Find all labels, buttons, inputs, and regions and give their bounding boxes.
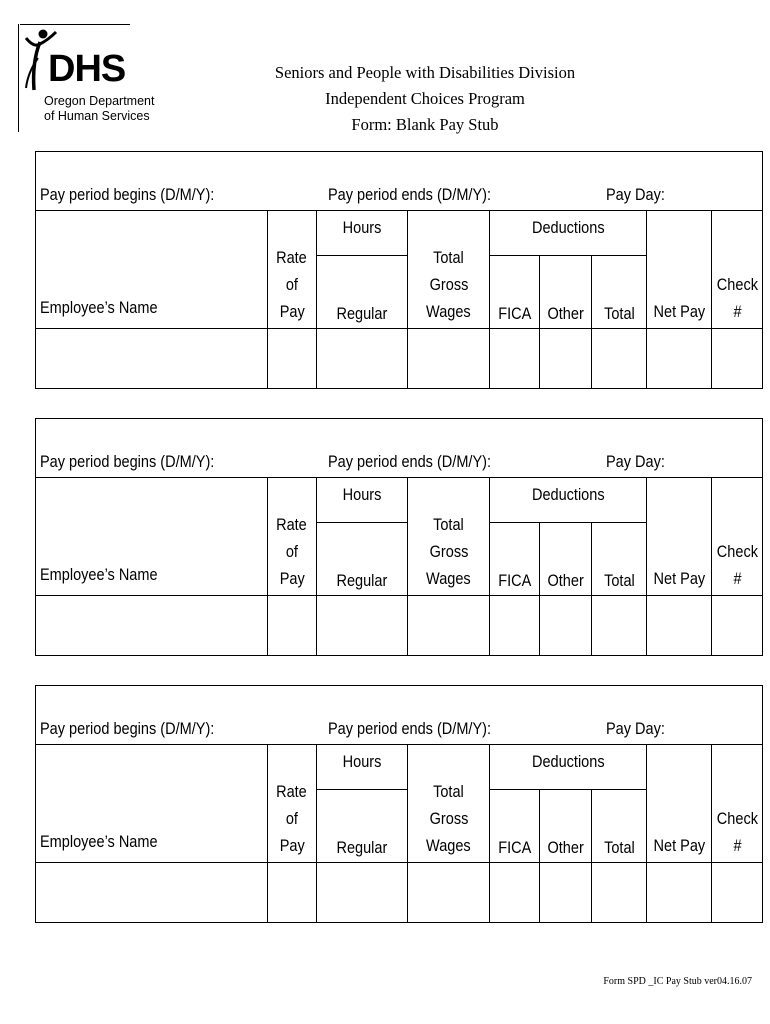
form-header (240, 60, 610, 138)
employee-name-header: Employee’s Name (36, 211, 267, 329)
total-deduction-cell[interactable] (591, 596, 646, 657)
fica-header: FICA (490, 523, 539, 596)
logo-rule-top (20, 24, 130, 25)
other-deduction-header: Other (539, 790, 591, 863)
employee-name-cell[interactable] (36, 329, 267, 390)
total-deduction-header: Total (591, 523, 646, 596)
fica-cell[interactable] (490, 329, 539, 390)
total-gross-wages-header: Total Gross Wages (407, 745, 490, 863)
other-deduction-cell[interactable] (539, 329, 591, 390)
rate-of-pay-header: Rate of Pay (267, 211, 316, 329)
deductions-header: Deductions (490, 478, 647, 523)
division-title: Seniors and People with Disabilities Division (274, 63, 576, 82)
pay-period-row (36, 182, 762, 211)
dhs-logo (14, 24, 155, 134)
fica-cell[interactable] (490, 596, 539, 657)
pay-day-label: Pay Day: (606, 720, 665, 738)
regular-hours-cell[interactable] (316, 329, 407, 390)
fica-header: FICA (490, 256, 539, 329)
total-gross-wages-header: Total Gross Wages (407, 211, 490, 329)
total-deduction-cell[interactable] (591, 329, 646, 390)
other-deduction-cell[interactable] (539, 596, 591, 657)
pay-stub-3 (35, 685, 763, 923)
logo-org-line2: of Human Services (44, 109, 150, 123)
other-deduction-cell[interactable] (539, 863, 591, 924)
pay-period-begins-label: Pay period begins (D/M/Y): (40, 186, 215, 204)
total-deduction-header: Total (591, 256, 646, 329)
rate-of-pay-cell[interactable] (267, 863, 316, 924)
fica-header: FICA (490, 790, 539, 863)
net-pay-cell[interactable] (647, 863, 712, 924)
form-title: Form: Blank Pay Stub (351, 115, 499, 134)
pay-stub-table (36, 744, 762, 923)
pay-period-ends-label: Pay period ends (D/M/Y): (328, 720, 492, 738)
net-pay-header: Net Pay (647, 745, 712, 863)
other-deduction-header: Other (539, 523, 591, 596)
pay-day-label: Pay Day: (606, 186, 665, 204)
net-pay-header: Net Pay (647, 478, 712, 596)
employee-name-cell[interactable] (36, 596, 267, 657)
total-gross-wages-cell[interactable] (407, 863, 490, 924)
total-deduction-cell[interactable] (591, 863, 646, 924)
pay-period-row (36, 716, 762, 745)
check-number-header: Check # (712, 745, 762, 863)
total-gross-wages-header: Total Gross Wages (407, 478, 490, 596)
hours-header: Hours (316, 478, 407, 523)
regular-hours-header: Regular (316, 523, 407, 596)
check-number-cell[interactable] (712, 329, 762, 390)
employee-name-header: Employee’s Name (36, 478, 267, 596)
pay-period-row (36, 449, 762, 478)
fica-cell[interactable] (490, 863, 539, 924)
net-pay-header: Net Pay (647, 211, 712, 329)
total-deduction-header: Total (591, 790, 646, 863)
pay-period-ends-label: Pay period ends (D/M/Y): (328, 453, 492, 471)
hours-header: Hours (316, 211, 407, 256)
logo-rule-left (18, 24, 19, 132)
employee-name-cell[interactable] (36, 863, 267, 924)
total-gross-wages-cell[interactable] (407, 329, 490, 390)
check-number-cell[interactable] (712, 596, 762, 657)
pay-stub-table (36, 210, 762, 389)
pay-stub-table (36, 477, 762, 656)
program-title: Independent Choices Program (325, 89, 525, 108)
check-number-header: Check # (712, 211, 762, 329)
pay-period-begins-label: Pay period begins (D/M/Y): (40, 453, 215, 471)
rate-of-pay-header: Rate of Pay (267, 745, 316, 863)
logo-acronym: DHS (48, 48, 126, 90)
pay-day-label: Pay Day: (606, 453, 665, 471)
pay-period-begins-label: Pay period begins (D/M/Y): (40, 720, 215, 738)
employee-name-header: Employee’s Name (36, 745, 267, 863)
pay-stub-2 (35, 418, 763, 656)
pay-stub-1 (35, 151, 763, 389)
rate-of-pay-cell[interactable] (267, 596, 316, 657)
deductions-header: Deductions (490, 211, 647, 256)
regular-hours-header: Regular (316, 790, 407, 863)
logo-org-line1: Oregon Department (44, 94, 155, 108)
net-pay-cell[interactable] (647, 329, 712, 390)
regular-hours-header: Regular (316, 256, 407, 329)
rate-of-pay-header: Rate of Pay (267, 478, 316, 596)
regular-hours-cell[interactable] (316, 863, 407, 924)
form-version-footer: Form SPD _IC Pay Stub ver04.16.07 (603, 976, 752, 987)
net-pay-cell[interactable] (647, 596, 712, 657)
rate-of-pay-cell[interactable] (267, 329, 316, 390)
deductions-header: Deductions (490, 745, 647, 790)
pay-period-ends-label: Pay period ends (D/M/Y): (328, 186, 492, 204)
total-gross-wages-cell[interactable] (407, 596, 490, 657)
other-deduction-header: Other (539, 256, 591, 329)
check-number-header: Check # (712, 478, 762, 596)
check-number-cell[interactable] (712, 863, 762, 924)
regular-hours-cell[interactable] (316, 596, 407, 657)
hours-header: Hours (316, 745, 407, 790)
